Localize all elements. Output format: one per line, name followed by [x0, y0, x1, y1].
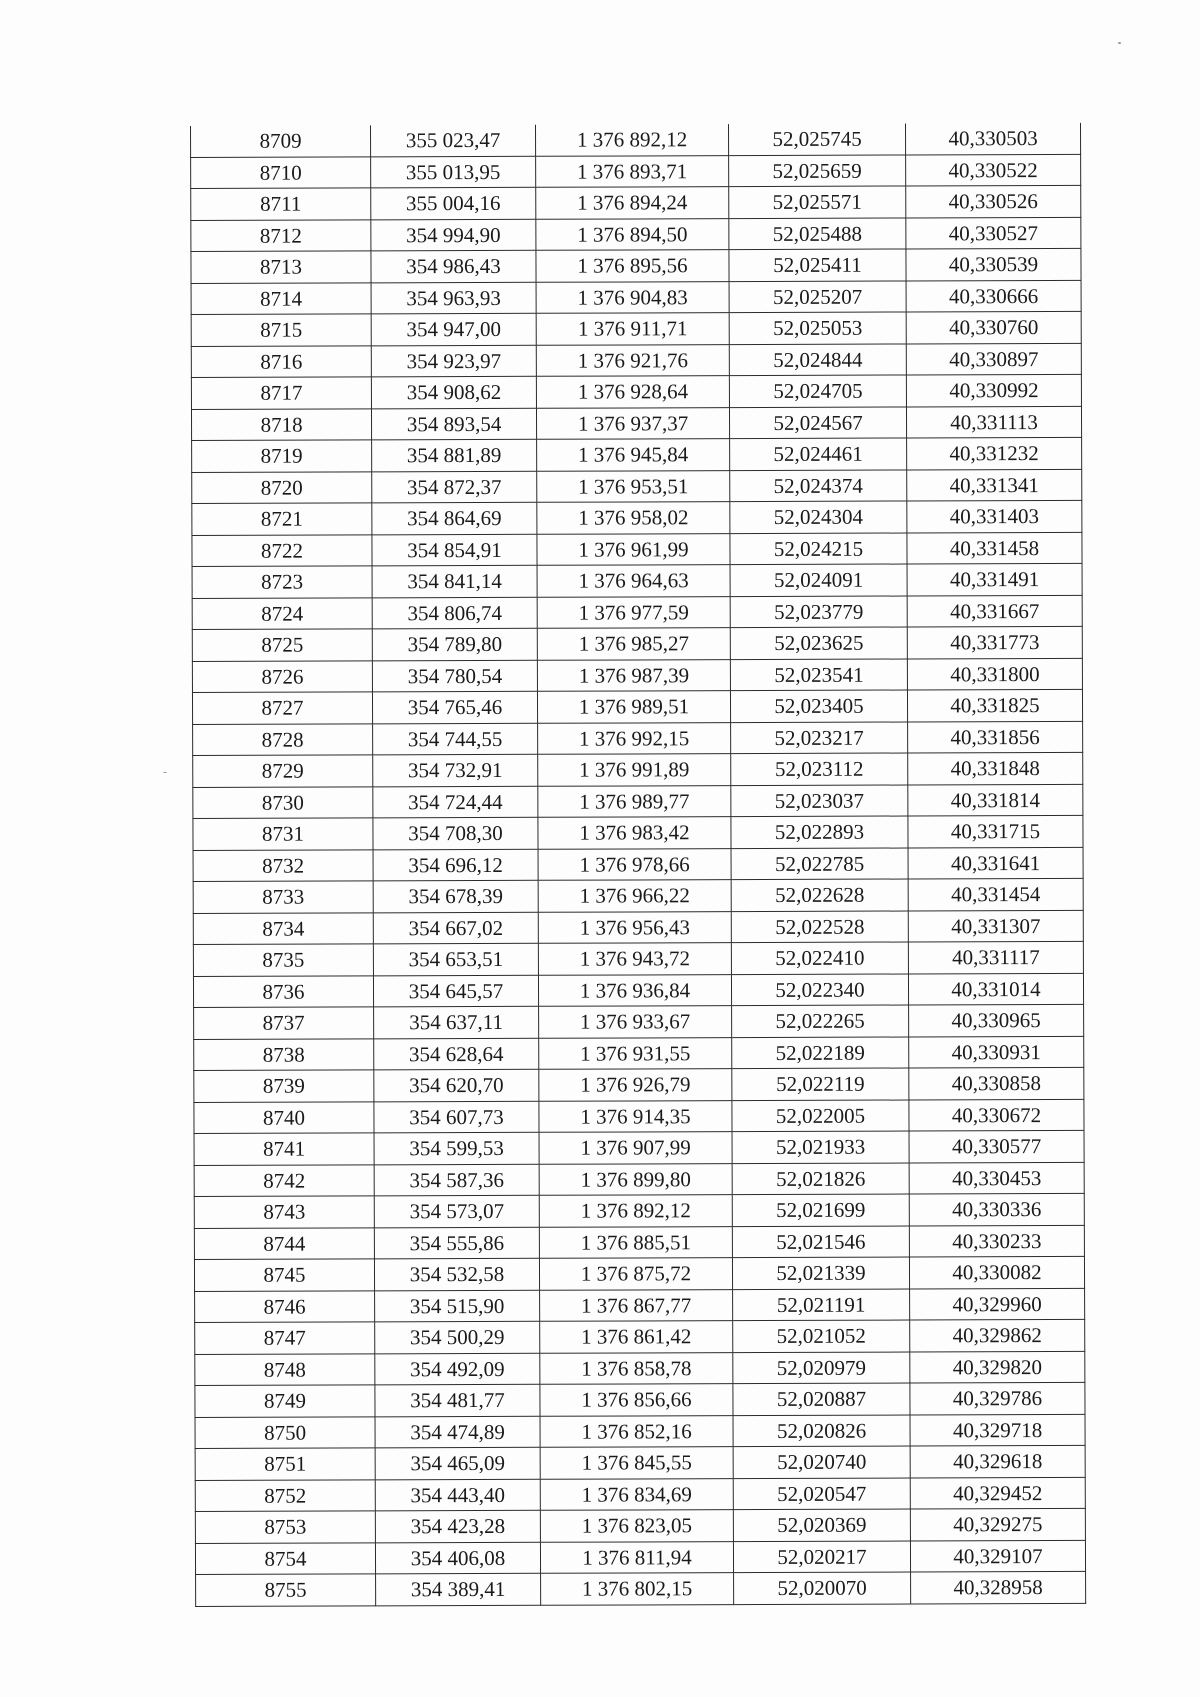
- x-coordinate-cell: 354 620,70: [374, 1069, 539, 1101]
- point-number-cell: 8741: [194, 1133, 374, 1165]
- latitude-cell: 52,020547: [733, 1477, 910, 1509]
- y-coordinate-cell: 1 376 956,43: [538, 911, 731, 943]
- latitude-cell: 52,020826: [733, 1414, 910, 1446]
- y-coordinate-cell: 1 376 989,51: [537, 691, 730, 723]
- y-coordinate-cell: 1 376 985,27: [537, 628, 730, 660]
- latitude-cell: 52,022893: [731, 816, 908, 848]
- x-coordinate-cell: 354 653,51: [373, 943, 538, 975]
- longitude-cell: 40,330577: [909, 1130, 1084, 1162]
- y-coordinate-cell: 1 376 928,64: [536, 376, 729, 408]
- x-coordinate-cell: 354 515,90: [375, 1290, 540, 1322]
- point-number-cell: 8720: [192, 471, 372, 503]
- point-number-cell: 8713: [191, 251, 371, 283]
- x-coordinate-cell: 354 744,55: [373, 723, 538, 755]
- y-coordinate-cell: 1 376 885,51: [539, 1226, 732, 1258]
- y-coordinate-cell: 1 376 978,66: [538, 848, 731, 880]
- table-row: [192, 532, 1082, 567]
- table-row: [192, 563, 1082, 598]
- latitude-cell: 52,025571: [729, 186, 906, 218]
- longitude-cell: 40,331773: [907, 626, 1082, 658]
- latitude-cell: 52,022628: [731, 879, 908, 911]
- x-coordinate-cell: 354 678,39: [373, 880, 538, 912]
- y-coordinate-cell: 1 376 931,55: [539, 1037, 732, 1069]
- latitude-cell: 52,023625: [730, 627, 907, 659]
- x-coordinate-cell: 354 732,91: [373, 754, 538, 786]
- y-coordinate-cell: 1 376 911,71: [536, 313, 729, 345]
- latitude-cell: 52,020070: [734, 1572, 911, 1604]
- longitude-cell: 40,329820: [910, 1351, 1085, 1383]
- point-number-cell: 8716: [191, 345, 371, 377]
- y-coordinate-cell: 1 376 961,99: [537, 533, 730, 565]
- longitude-cell: 40,331856: [908, 721, 1083, 753]
- longitude-cell: 40,330336: [909, 1193, 1084, 1225]
- latitude-cell: 52,020217: [733, 1540, 910, 1572]
- latitude-cell: 52,020740: [733, 1446, 910, 1478]
- table-row: [194, 1162, 1084, 1197]
- scan-speck: [163, 772, 167, 773]
- x-coordinate-cell: 354 599,53: [374, 1132, 539, 1164]
- y-coordinate-cell: 1 376 992,15: [538, 722, 731, 754]
- longitude-cell: 40,331232: [907, 437, 1082, 469]
- table-row: [193, 815, 1083, 850]
- table-row: [192, 595, 1082, 630]
- y-coordinate-cell: 1 376 811,94: [540, 1541, 733, 1573]
- longitude-cell: 40,330526: [906, 185, 1081, 217]
- longitude-cell: 40,330527: [906, 217, 1081, 249]
- point-number-cell: 8714: [191, 282, 371, 314]
- point-number-cell: 8754: [195, 1542, 375, 1574]
- table-row: [195, 1477, 1085, 1512]
- point-number-cell: 8731: [193, 818, 373, 850]
- y-coordinate-cell: 1 376 875,72: [539, 1258, 732, 1290]
- point-number-cell: 8750: [195, 1416, 375, 1448]
- longitude-cell: 40,331117: [908, 941, 1083, 973]
- longitude-cell: 40,331458: [907, 532, 1082, 564]
- table-row: [192, 689, 1082, 724]
- longitude-cell: 40,331848: [908, 752, 1083, 784]
- latitude-cell: 52,024705: [729, 375, 906, 407]
- longitude-cell: 40,331715: [908, 815, 1083, 847]
- latitude-cell: 52,024374: [730, 470, 907, 502]
- point-number-cell: 8730: [193, 786, 373, 818]
- longitude-cell: 40,331113: [906, 406, 1081, 438]
- latitude-cell: 52,021052: [733, 1320, 910, 1352]
- point-number-cell: 8709: [191, 125, 371, 157]
- y-coordinate-cell: 1 376 983,42: [538, 817, 731, 849]
- longitude-cell: 40,330233: [909, 1225, 1084, 1257]
- point-number-cell: 8737: [194, 1007, 374, 1039]
- y-coordinate-cell: 1 376 937,37: [536, 407, 729, 439]
- latitude-cell: 52,022265: [732, 1005, 909, 1037]
- point-number-cell: 8736: [193, 975, 373, 1007]
- latitude-cell: 52,024844: [729, 344, 906, 376]
- table-row: [194, 1004, 1084, 1039]
- longitude-cell: 40,330539: [906, 248, 1081, 280]
- longitude-cell: 40,330503: [905, 123, 1080, 155]
- point-number-cell: 8728: [193, 723, 373, 755]
- point-number-cell: 8718: [191, 408, 371, 440]
- latitude-cell: 52,023779: [730, 595, 907, 627]
- longitude-cell: 40,331403: [907, 500, 1082, 532]
- x-coordinate-cell: 354 389,41: [376, 1573, 541, 1605]
- longitude-cell: 40,329718: [910, 1414, 1085, 1446]
- point-number-cell: 8710: [191, 156, 371, 188]
- latitude-cell: 52,024567: [729, 407, 906, 439]
- longitude-cell: 40,329452: [910, 1477, 1085, 1509]
- table-row: [195, 1508, 1085, 1543]
- y-coordinate-cell: 1 376 966,22: [538, 880, 731, 912]
- longitude-cell: 40,330992: [906, 374, 1081, 406]
- longitude-cell: 40,331491: [907, 563, 1082, 595]
- point-number-cell: 8744: [194, 1227, 374, 1259]
- table-row: [195, 1351, 1085, 1386]
- table-row: [195, 1414, 1085, 1449]
- point-number-cell: 8745: [194, 1259, 374, 1291]
- table-row: [196, 1571, 1086, 1606]
- x-coordinate-cell: 354 406,08: [375, 1542, 540, 1574]
- latitude-cell: 52,021339: [732, 1257, 909, 1289]
- latitude-cell: 52,023217: [731, 721, 908, 753]
- table-row: [194, 1099, 1084, 1134]
- y-coordinate-cell: 1 376 892,12: [535, 124, 728, 156]
- latitude-cell: 52,021546: [732, 1225, 909, 1257]
- x-coordinate-cell: 354 474,89: [375, 1416, 540, 1448]
- table-row: [191, 123, 1081, 157]
- point-number-cell: 8748: [195, 1353, 375, 1385]
- point-number-cell: 8729: [193, 755, 373, 787]
- longitude-cell: 40,331667: [907, 595, 1082, 627]
- point-number-cell: 8732: [193, 849, 373, 881]
- longitude-cell: 40,330672: [909, 1099, 1084, 1131]
- table-row: [195, 1288, 1085, 1323]
- x-coordinate-cell: 354 908,62: [371, 376, 536, 408]
- latitude-cell: 52,022410: [731, 942, 908, 974]
- latitude-cell: 52,024091: [730, 564, 907, 596]
- table-row: [191, 248, 1081, 283]
- table-row: [193, 878, 1083, 913]
- x-coordinate-cell: 355 013,95: [371, 156, 536, 188]
- point-number-cell: 8717: [191, 377, 371, 409]
- latitude-cell: 52,024461: [730, 438, 907, 470]
- y-coordinate-cell: 1 376 894,24: [536, 187, 729, 219]
- table-row: [195, 1382, 1085, 1417]
- latitude-cell: 52,023541: [730, 658, 907, 690]
- y-coordinate-cell: 1 376 933,67: [539, 1006, 732, 1038]
- longitude-cell: 40,330897: [906, 343, 1081, 375]
- latitude-cell: 52,025053: [729, 312, 906, 344]
- x-coordinate-cell: 354 423,28: [375, 1510, 540, 1542]
- y-coordinate-cell: 1 376 964,63: [537, 565, 730, 597]
- point-number-cell: 8746: [195, 1290, 375, 1322]
- latitude-cell: 52,022119: [732, 1068, 909, 1100]
- point-number-cell: 8733: [193, 881, 373, 913]
- table-row: [193, 847, 1083, 882]
- x-coordinate-cell: 354 881,89: [372, 439, 537, 471]
- point-number-cell: 8719: [192, 440, 372, 472]
- table-row: [191, 374, 1081, 409]
- y-coordinate-cell: 1 376 904,83: [536, 281, 729, 313]
- coordinates-table-body: [191, 123, 1086, 1606]
- longitude-cell: 40,330082: [909, 1256, 1084, 1288]
- y-coordinate-cell: 1 376 867,77: [540, 1289, 733, 1321]
- table-row: [194, 1193, 1084, 1228]
- longitude-cell: 40,331307: [908, 910, 1083, 942]
- table-row: [191, 406, 1081, 441]
- latitude-cell: 52,020369: [733, 1509, 910, 1541]
- longitude-cell: 40,329275: [910, 1508, 1085, 1540]
- y-coordinate-cell: 1 376 987,39: [537, 659, 730, 691]
- longitude-cell: 40,331800: [907, 658, 1082, 690]
- y-coordinate-cell: 1 376 953,51: [537, 470, 730, 502]
- x-coordinate-cell: 354 667,02: [373, 912, 538, 944]
- x-coordinate-cell: 354 607,73: [374, 1101, 539, 1133]
- x-coordinate-cell: 354 443,40: [375, 1479, 540, 1511]
- y-coordinate-cell: 1 376 861,42: [540, 1321, 733, 1353]
- table-row: [191, 343, 1081, 378]
- table-row: [191, 217, 1081, 252]
- x-coordinate-cell: 354 708,30: [373, 817, 538, 849]
- x-coordinate-cell: 354 893,54: [371, 408, 536, 440]
- x-coordinate-cell: 354 465,09: [375, 1447, 540, 1479]
- y-coordinate-cell: 1 376 823,05: [540, 1510, 733, 1542]
- x-coordinate-cell: 354 872,37: [372, 471, 537, 503]
- point-number-cell: 8734: [193, 912, 373, 944]
- latitude-cell: 52,025488: [729, 218, 906, 250]
- point-number-cell: 8751: [195, 1448, 375, 1480]
- longitude-cell: 40,329107: [910, 1540, 1085, 1572]
- table-row: [191, 185, 1081, 220]
- x-coordinate-cell: 354 532,58: [374, 1258, 539, 1290]
- point-number-cell: 8722: [192, 534, 372, 566]
- table-row: [193, 721, 1083, 756]
- point-number-cell: 8743: [194, 1196, 374, 1228]
- scan-speck: [1118, 42, 1121, 44]
- x-coordinate-cell: 354 864,69: [372, 502, 537, 534]
- x-coordinate-cell: 354 854,91: [372, 534, 537, 566]
- longitude-cell: 40,330453: [909, 1162, 1084, 1194]
- y-coordinate-cell: 1 376 977,59: [537, 596, 730, 628]
- point-number-cell: 8752: [195, 1479, 375, 1511]
- y-coordinate-cell: 1 376 852,16: [540, 1415, 733, 1447]
- x-coordinate-cell: 355 004,16: [371, 187, 536, 219]
- point-number-cell: 8747: [195, 1322, 375, 1354]
- point-number-cell: 8727: [192, 692, 372, 724]
- x-coordinate-cell: 354 573,07: [374, 1195, 539, 1227]
- point-number-cell: 8711: [191, 188, 371, 220]
- table-row: [195, 1540, 1085, 1575]
- x-coordinate-cell: 354 923,97: [371, 345, 536, 377]
- y-coordinate-cell: 1 376 858,78: [540, 1352, 733, 1384]
- point-number-cell: 8739: [194, 1070, 374, 1102]
- table-row: [192, 626, 1082, 661]
- x-coordinate-cell: 354 765,46: [372, 691, 537, 723]
- latitude-cell: 52,025745: [728, 124, 905, 156]
- x-coordinate-cell: 354 500,29: [375, 1321, 540, 1353]
- table-row: [194, 1067, 1084, 1102]
- longitude-cell: 40,329786: [910, 1382, 1085, 1414]
- x-coordinate-cell: 354 963,93: [371, 282, 536, 314]
- latitude-cell: 52,025411: [729, 249, 906, 281]
- table-row: [194, 1225, 1084, 1260]
- table-row: [191, 154, 1081, 189]
- latitude-cell: 52,022785: [731, 847, 908, 879]
- y-coordinate-cell: 1 376 914,35: [539, 1100, 732, 1132]
- y-coordinate-cell: 1 376 936,84: [538, 974, 731, 1006]
- latitude-cell: 52,021933: [732, 1131, 909, 1163]
- table-row: [195, 1445, 1085, 1480]
- x-coordinate-cell: 354 696,12: [373, 849, 538, 881]
- latitude-cell: 52,024304: [730, 501, 907, 533]
- table-row: [193, 941, 1083, 976]
- longitude-cell: 40,331641: [908, 847, 1083, 879]
- x-coordinate-cell: 354 637,11: [374, 1006, 539, 1038]
- longitude-cell: 40,330965: [909, 1004, 1084, 1036]
- table-row: [191, 311, 1081, 346]
- table-row: [192, 469, 1082, 504]
- x-coordinate-cell: 354 645,57: [373, 975, 538, 1007]
- table-row: [192, 437, 1082, 472]
- x-coordinate-cell: 354 947,00: [371, 313, 536, 345]
- x-coordinate-cell: 355 023,47: [370, 125, 535, 157]
- y-coordinate-cell: 1 376 893,71: [536, 155, 729, 187]
- longitude-cell: 40,331454: [908, 878, 1083, 910]
- longitude-cell: 40,330760: [906, 311, 1081, 343]
- point-number-cell: 8712: [191, 219, 371, 251]
- latitude-cell: 52,023112: [731, 753, 908, 785]
- y-coordinate-cell: 1 376 921,76: [536, 344, 729, 376]
- y-coordinate-cell: 1 376 895,56: [536, 250, 729, 282]
- point-number-cell: 8715: [191, 314, 371, 346]
- point-number-cell: 8721: [192, 503, 372, 535]
- y-coordinate-cell: 1 376 899,80: [539, 1163, 732, 1195]
- x-coordinate-cell: 354 555,86: [374, 1227, 539, 1259]
- longitude-cell: 40,330931: [909, 1036, 1084, 1068]
- point-number-cell: 8749: [195, 1385, 375, 1417]
- x-coordinate-cell: 354 481,77: [375, 1384, 540, 1416]
- x-coordinate-cell: 354 789,80: [372, 628, 537, 660]
- y-coordinate-cell: 1 376 943,72: [538, 943, 731, 975]
- longitude-cell: 40,331814: [908, 784, 1083, 816]
- latitude-cell: 52,020979: [733, 1351, 910, 1383]
- latitude-cell: 52,023037: [731, 784, 908, 816]
- table-row: [193, 973, 1083, 1008]
- point-number-cell: 8738: [194, 1038, 374, 1070]
- y-coordinate-cell: 1 376 892,12: [539, 1195, 732, 1227]
- y-coordinate-cell: 1 376 989,77: [538, 785, 731, 817]
- table-row: [192, 500, 1082, 535]
- point-number-cell: 8735: [193, 944, 373, 976]
- latitude-cell: 52,023405: [730, 690, 907, 722]
- latitude-cell: 52,022005: [732, 1099, 909, 1131]
- point-number-cell: 8742: [194, 1164, 374, 1196]
- x-coordinate-cell: 354 724,44: [373, 786, 538, 818]
- x-coordinate-cell: 354 492,09: [375, 1353, 540, 1385]
- x-coordinate-cell: 354 780,54: [372, 660, 537, 692]
- longitude-cell: 40,330666: [906, 280, 1081, 312]
- latitude-cell: 52,022528: [731, 910, 908, 942]
- x-coordinate-cell: 354 986,43: [371, 250, 536, 282]
- y-coordinate-cell: 1 376 845,55: [540, 1447, 733, 1479]
- y-coordinate-cell: 1 376 856,66: [540, 1384, 733, 1416]
- table-row: [193, 752, 1083, 787]
- point-number-cell: 8755: [196, 1574, 376, 1606]
- y-coordinate-cell: 1 376 907,99: [539, 1132, 732, 1164]
- longitude-cell: 40,328958: [911, 1571, 1086, 1603]
- latitude-cell: 52,022189: [732, 1036, 909, 1068]
- y-coordinate-cell: 1 376 991,89: [538, 754, 731, 786]
- x-coordinate-cell: 354 587,36: [374, 1164, 539, 1196]
- longitude-cell: 40,331825: [907, 689, 1082, 721]
- point-number-cell: 8724: [192, 597, 372, 629]
- y-coordinate-cell: 1 376 802,15: [541, 1573, 734, 1605]
- latitude-cell: 52,021191: [733, 1288, 910, 1320]
- point-number-cell: 8725: [192, 629, 372, 661]
- x-coordinate-cell: 354 841,14: [372, 565, 537, 597]
- longitude-cell: 40,329960: [910, 1288, 1085, 1320]
- longitude-cell: 40,331341: [907, 469, 1082, 501]
- y-coordinate-cell: 1 376 926,79: [539, 1069, 732, 1101]
- x-coordinate-cell: 354 806,74: [372, 597, 537, 629]
- table-row: [195, 1319, 1085, 1354]
- latitude-cell: 52,025659: [729, 155, 906, 187]
- point-number-cell: 8723: [192, 566, 372, 598]
- latitude-cell: 52,025207: [729, 281, 906, 313]
- table-row: [192, 658, 1082, 693]
- x-coordinate-cell: 354 628,64: [374, 1038, 539, 1070]
- longitude-cell: 40,330522: [906, 154, 1081, 186]
- x-coordinate-cell: 354 994,90: [371, 219, 536, 251]
- point-number-cell: 8740: [194, 1101, 374, 1133]
- latitude-cell: 52,021699: [732, 1194, 909, 1226]
- table-row: [194, 1036, 1084, 1071]
- latitude-cell: 52,024215: [730, 532, 907, 564]
- latitude-cell: 52,022340: [731, 973, 908, 1005]
- longitude-cell: 40,330858: [909, 1067, 1084, 1099]
- coordinates-table: [190, 123, 1086, 1607]
- point-number-cell: 8753: [195, 1511, 375, 1543]
- y-coordinate-cell: 1 376 894,50: [536, 218, 729, 250]
- longitude-cell: 40,331014: [908, 973, 1083, 1005]
- table-row: [191, 280, 1081, 315]
- table-row: [194, 1256, 1084, 1291]
- table-row: [193, 910, 1083, 945]
- y-coordinate-cell: 1 376 958,02: [537, 502, 730, 534]
- latitude-cell: 52,020887: [733, 1383, 910, 1415]
- y-coordinate-cell: 1 376 945,84: [537, 439, 730, 471]
- table-row: [193, 784, 1083, 819]
- latitude-cell: 52,021826: [732, 1162, 909, 1194]
- y-coordinate-cell: 1 376 834,69: [540, 1478, 733, 1510]
- point-number-cell: 8726: [192, 660, 372, 692]
- longitude-cell: 40,329862: [910, 1319, 1085, 1351]
- table-row: [194, 1130, 1084, 1165]
- longitude-cell: 40,329618: [910, 1445, 1085, 1477]
